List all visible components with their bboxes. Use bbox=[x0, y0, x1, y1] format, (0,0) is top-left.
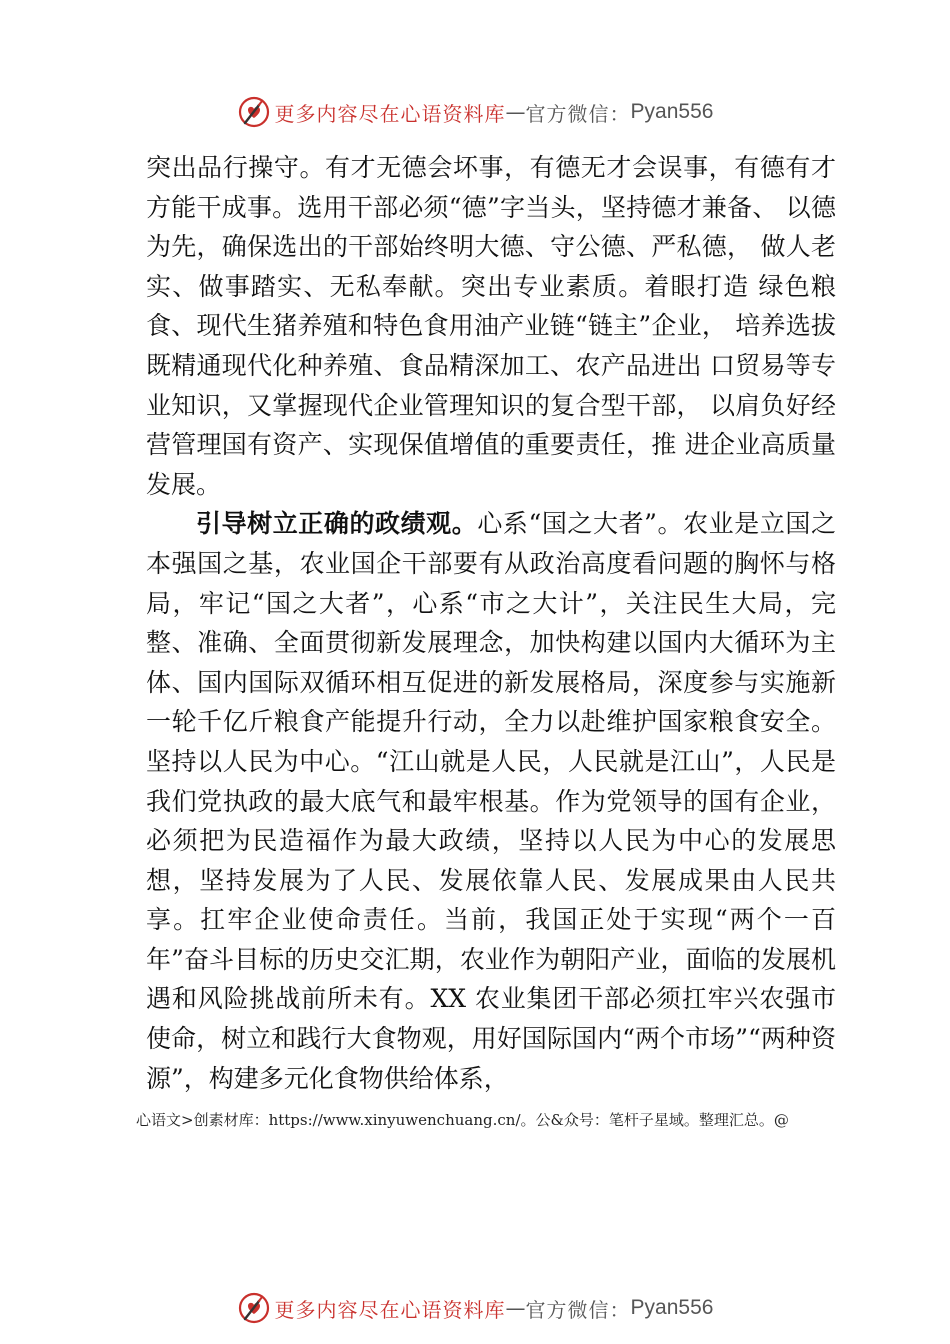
header-banner bbox=[0, 92, 950, 132]
footer-dash: — bbox=[505, 1296, 526, 1320]
pen-heart-logo-icon bbox=[237, 1291, 271, 1325]
paragraph-2-text: 心系“国之大者”。农业是立国之本强国之基，农业国企干部要有从政治高度看问题的胸怀与格局，牢记“国之大者”，心系“市之大计”，关注民生大局，完整、准确、全面贯彻新发展理念，加快构建以国内大循环为主体、国内国际双循环相互促进的新发展格局，深度参与实施新一轮千亿斤粮食产能提升行动，全力以赴维护国家粮食安全。坚持以人民为中心。“江山就是人民，人民就是江山”，人民是我们党执政的最大底气和最牢根基。作为党领导的国有企业，必须把为民造福作为最大政绩，坚持以人民为中心的发展思想，坚持发展为了人民、发展依靠人民、发展成果由人民共享。扛牢企业使命责任。当前，我国正处于实现“两个一百年”奋斗目标的历史交汇期，农业作为朝阳产业，面临的发展机遇和风险挑战前所未有。XX 农业集团干部必须扛牢兴农强市使命，树立和践行大食物观，用好国际国内“两个市场”“两种资源”，构建多元化食物供给体系， bbox=[146, 509, 836, 1093]
document-body bbox=[146, 148, 836, 1098]
footer-library-text: 更多内容尽在心语资料库 bbox=[274, 1297, 506, 1322]
paragraph-2-heading: 引导树立正确的政绩观。 bbox=[196, 509, 478, 539]
footer-wechat-id: Pyan556 bbox=[630, 1296, 714, 1319]
paragraph-1: 突出品行操守。有才无德会坏事，有德无才会误事，有德有才方能干成事。选用干部必须“德”字当头，坚持德才兼备、 以德为先，确保选出的干部始终明大德、守公德、严私德， 做人老实、做事踏实、无私奉献。突出专业素质。着眼打造 绿色粮食、现代生猪养殖和特色食用油产业链“链主”企业， 培养选拔既精通现代化种养殖、食品精深加工、农产品进出 口贸易等专业知识，又掌握现代企业管理知识的复合型干部， 以肩负好经营管理国有资产、实现保值增值的重要责任，推 进企业高质量发展。 bbox=[146, 153, 836, 499]
header-dash: — bbox=[505, 100, 526, 124]
source-note: 心语文>创素材库：https://www.xinyuwenchuang.cn/。公&众号：笔杆子星域。整理汇总。@ bbox=[136, 1111, 789, 1129]
header-wechat-id: Pyan556 bbox=[630, 100, 714, 123]
paragraph-2 bbox=[146, 504, 836, 1098]
pen-heart-logo-icon bbox=[237, 95, 271, 129]
footer-wechat-label: 官方微信： bbox=[525, 1297, 631, 1322]
footer-banner bbox=[0, 1288, 950, 1328]
header-library-text: 更多内容尽在心语资料库 bbox=[274, 101, 506, 126]
header-wechat-label: 官方微信： bbox=[525, 101, 631, 126]
